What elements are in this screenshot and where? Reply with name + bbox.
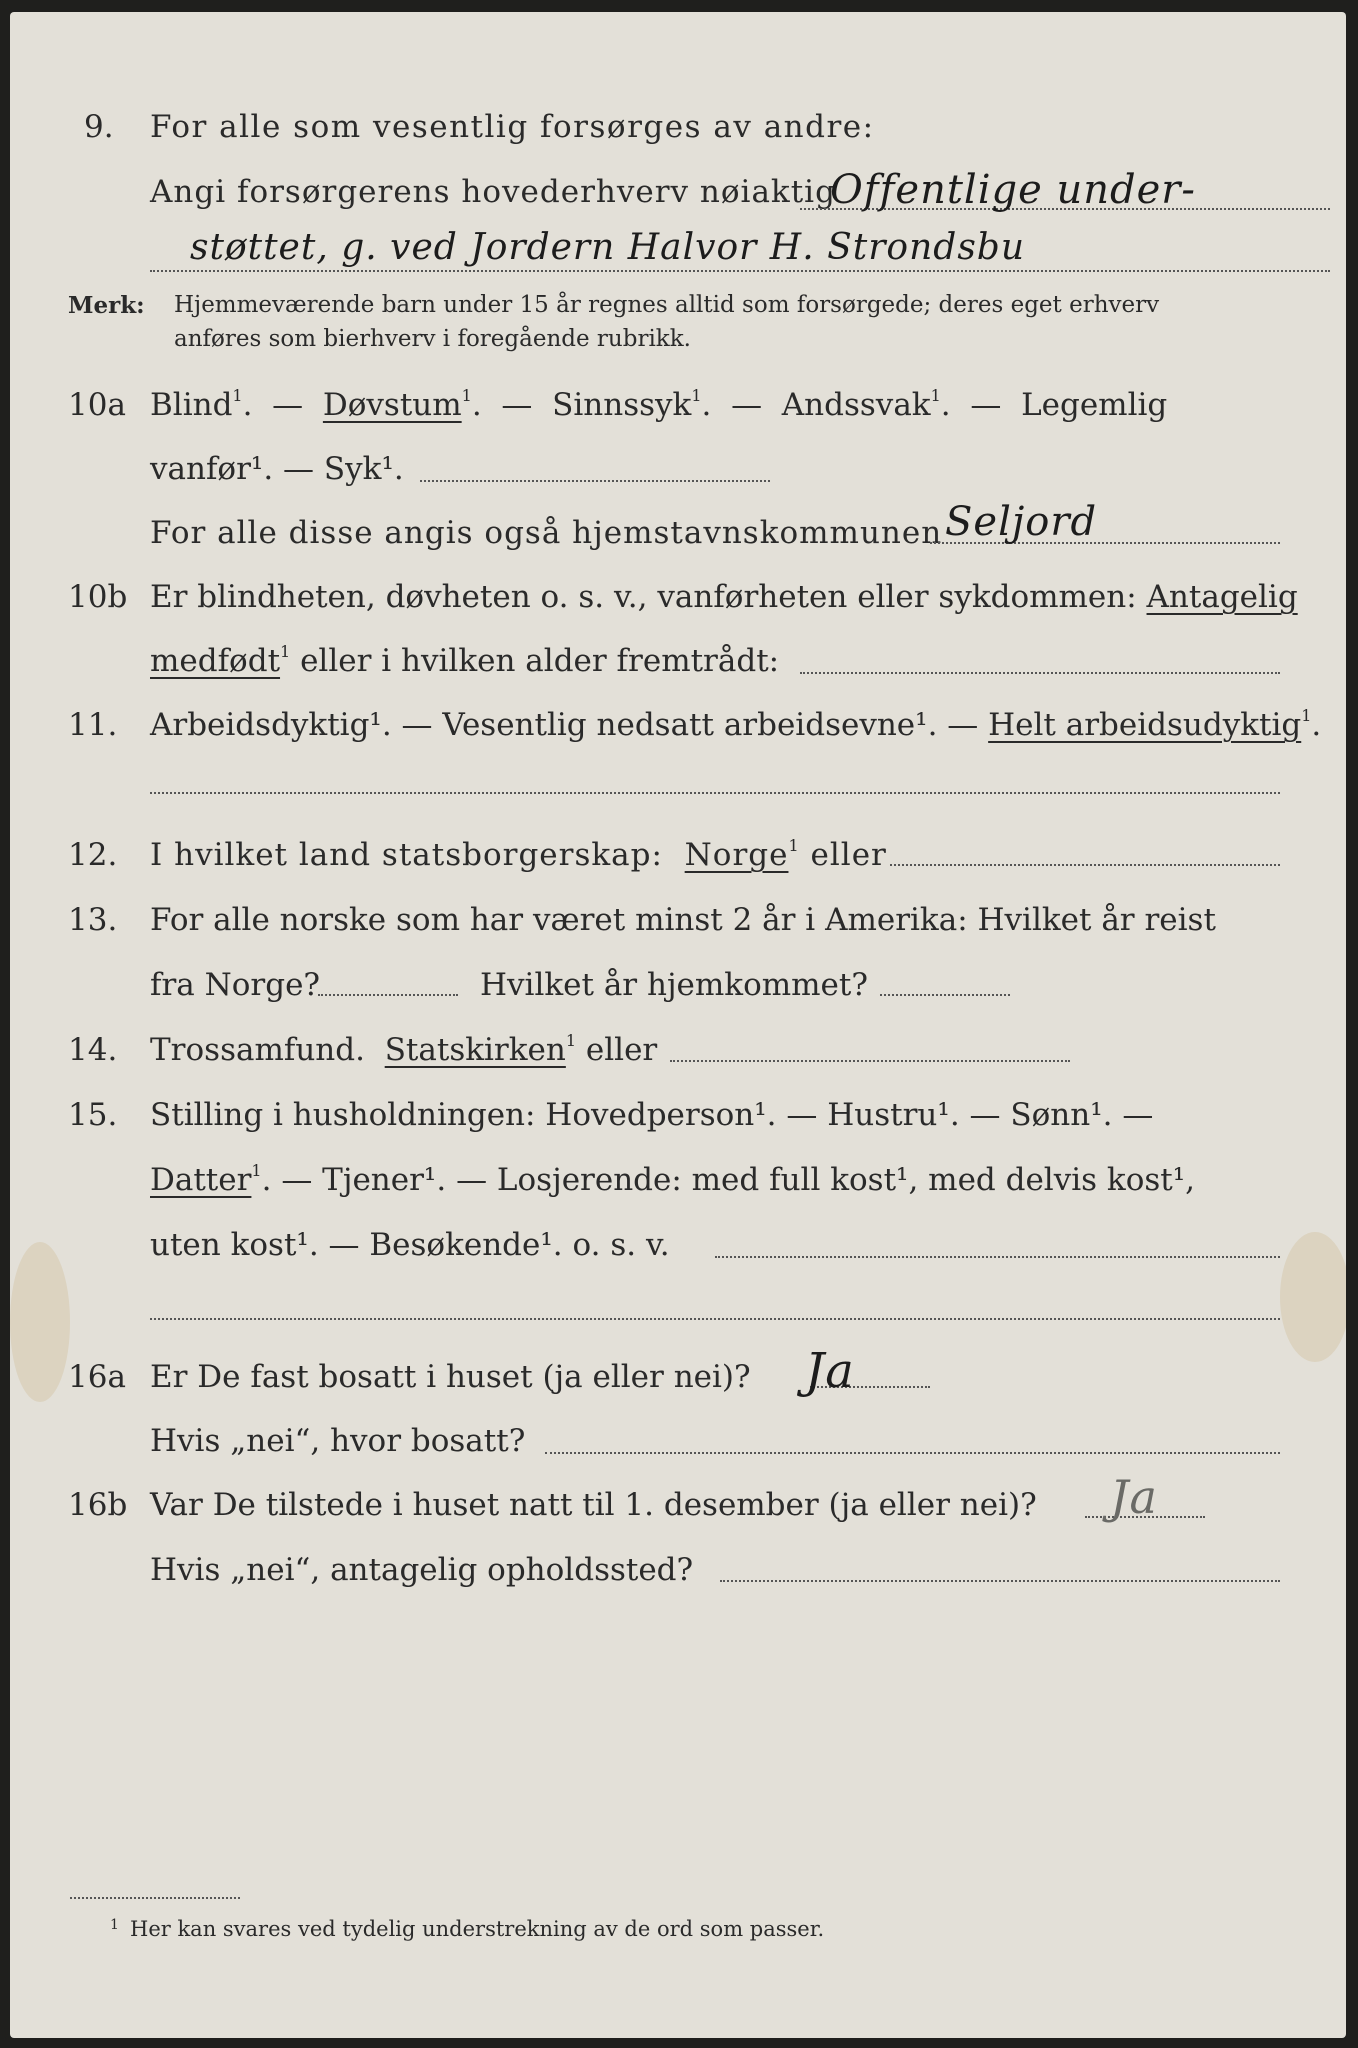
section-11-number: 11. xyxy=(68,707,118,743)
section-10b-line2: medfødt$^1$ eller i hvilken alder fremtrådt: xyxy=(150,642,780,679)
note-line1: Hjemmeværende barn under 15 år regnes alltid som forsørgede; deres eget erhverv xyxy=(174,292,1160,318)
section-13-line2b: Hvilket år hjemkommet? xyxy=(480,967,868,1003)
stain xyxy=(1280,1232,1346,1362)
section-9-line1: For alle som vesentlig forsørges av andre: xyxy=(150,109,875,145)
answer-line xyxy=(800,672,1280,674)
note-line2: anføres som bierhverv i foregående rubrikk. xyxy=(174,326,691,352)
section-15-line1: Stilling i husholdningen: Hovedperson¹. — Hustru¹. — Sønn¹. — xyxy=(150,1097,1154,1133)
answer-line xyxy=(318,994,458,996)
section-11-text: Arbeidsdyktig¹. — Vesentlig nedsatt arbeidsevne¹. — Helt arbeidsudyktig$^1$. xyxy=(150,706,1322,743)
answer-line xyxy=(150,1318,1280,1320)
census-form-page xyxy=(10,12,1346,2038)
answer-line xyxy=(880,994,1010,996)
section-13-line2a: fra Norge? xyxy=(150,967,321,1003)
section-10a-line3: For alle disse angis også hjemstavnskommunen xyxy=(150,515,943,551)
section-10b-line1: Er blindheten, døvheten o. s. v., vanførheten eller sykdommen: Antagelig xyxy=(150,579,1298,615)
handwritten-answer-present: Ja xyxy=(1110,1470,1158,1524)
handwritten-answer-occupation-1: Offentlige under- xyxy=(830,167,1196,213)
section-15-line3: uten kost¹. — Besøkende¹. o. s. v. xyxy=(150,1227,670,1263)
section-12-text: I hvilket land statsborgerskap: Norge$^1$ eller xyxy=(150,836,887,873)
section-15-number: 15. xyxy=(68,1097,118,1133)
section-14-text: Trossamfund. Statskirken$^1$ eller xyxy=(150,1031,658,1068)
section-16b-line1: Var De tilstede i huset natt til 1. desember (ja eller nei)? xyxy=(150,1487,1037,1523)
section-12-number: 12. xyxy=(68,837,118,873)
handwritten-answer-occupation-2: støttet, g. ved Jordern Halvor H. Strondsbu xyxy=(190,227,1026,268)
answer-line xyxy=(890,864,1280,866)
section-9-number: 9. xyxy=(84,109,114,145)
section-13-line1: For alle norske som har været minst 2 år i Amerika: Hvilket år reist xyxy=(150,902,1216,938)
section-10a-number: 10a xyxy=(68,387,126,423)
section-10a-line2: vanfør¹. — Syk¹. xyxy=(150,451,404,487)
answer-line xyxy=(670,1060,1070,1062)
note-label: Merk: xyxy=(68,292,145,319)
section-16a-line2: Hvis „nei“, hvor bosatt? xyxy=(150,1423,526,1459)
answer-line xyxy=(150,792,1280,794)
footnote-mark: 1 xyxy=(110,1917,119,1933)
footnote-separator xyxy=(70,1897,240,1899)
stain xyxy=(10,1242,70,1402)
answer-line xyxy=(150,270,1330,272)
section-16a-line1: Er De fast bosatt i huset (ja eller nei)? xyxy=(150,1359,751,1395)
answer-line xyxy=(545,1452,1280,1454)
answer-line xyxy=(420,480,770,482)
section-16b-line2: Hvis „nei“, antagelig opholdssted? xyxy=(150,1552,694,1588)
section-15-line2: Datter$^1$. — Tjener¹. — Losjerende: med full kost¹, med delvis kost¹, xyxy=(150,1161,1195,1198)
handwritten-answer-resident: Ja xyxy=(805,1343,855,1399)
answer-line xyxy=(715,1256,1280,1258)
answer-line xyxy=(720,1580,1280,1582)
section-9-line2: Angi forsørgerens hovederhverv nøiaktig xyxy=(150,174,836,210)
handwritten-answer-home-municipality: Seljord xyxy=(945,499,1098,545)
footnote-text: Her kan svares ved tydelig understrekning av de ord som passer. xyxy=(130,1917,825,1941)
section-16a-number: 16a xyxy=(68,1359,126,1395)
section-16b-number: 16b xyxy=(68,1487,128,1523)
section-10b-number: 10b xyxy=(68,579,128,615)
section-10a-line1: Blind$^1$. — Døvstum$^1$. — Sinnssyk$^1$. — Andssvak$^1$. — Legemlig xyxy=(150,386,1168,423)
section-13-number: 13. xyxy=(68,902,118,938)
section-14-number: 14. xyxy=(68,1032,118,1068)
